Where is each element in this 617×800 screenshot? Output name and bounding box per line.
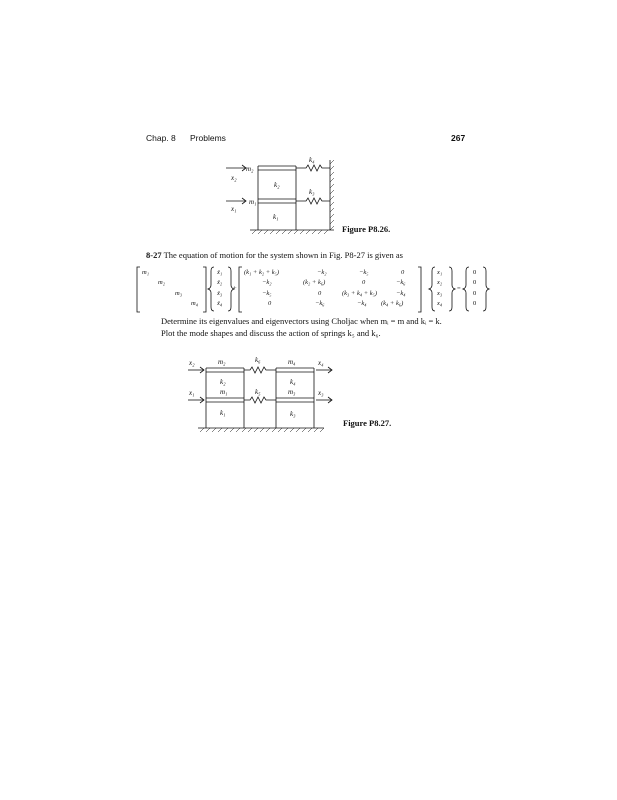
problem-statement: The equation of motion for the system shown in Fig. P8-27 is given as <box>163 250 403 260</box>
zero-4: 0 <box>473 300 477 307</box>
disp-x3: x₃ <box>437 290 443 297</box>
fig27-k4-label: k₄ <box>290 378 296 386</box>
fig26-m1-label: m₁ <box>249 198 257 206</box>
k-r3c4: −k₄ <box>396 290 406 297</box>
fig27-k5-label: k₅ <box>255 388 261 396</box>
k-r3c3: (k₃ + k₄ + k₅) <box>342 290 378 297</box>
figure-p8-26-caption: Figure P8.26. <box>342 224 391 234</box>
fig26-k1-label: k₁ <box>273 213 279 221</box>
k-r1c1: (k₁ + k₂ + k₅) <box>244 269 280 276</box>
k-r4c1: 0 <box>268 300 272 307</box>
figure-p8-27-caption: Figure P8.27. <box>343 418 392 428</box>
accel-x3: ẍ₃ <box>217 290 223 297</box>
accel-x4: ẍ₄ <box>217 300 223 307</box>
fig27-k3-label: k₃ <box>290 410 296 418</box>
fig27-k2-label: k₂ <box>220 378 226 386</box>
k-r2c4: −k₆ <box>396 279 406 286</box>
zero-3: 0 <box>473 290 477 297</box>
k-r2c2: (k₂ + k₆) <box>303 279 326 286</box>
disp-x2: x₂ <box>437 279 443 286</box>
fig27-k6-label: k₆ <box>255 356 261 364</box>
fig27-x1-label: x₁ <box>189 389 195 397</box>
k-r3c2: 0 <box>318 290 322 297</box>
mass-m2: m₂ <box>158 279 165 286</box>
question-line-2: Plot the mode shapes and discuss the action of springs k₅ and k₆. <box>161 328 381 338</box>
accel-x1: ẍ₁ <box>217 269 223 276</box>
question-line-1: Determine its eigenvalues and eigenvectors using Choljac when mᵢ = m and kᵢ = k. <box>161 316 442 326</box>
page-number: 267 <box>451 133 466 143</box>
fig26-x1-label: x₁ <box>231 205 237 213</box>
zero-2: 0 <box>473 279 477 286</box>
k-r4c3: −k₄ <box>357 300 367 307</box>
fig26-k2-label: k₂ <box>274 181 280 189</box>
section-label: Problems <box>190 133 226 143</box>
fig27-x4-label: x₄ <box>318 359 324 367</box>
fig27-x3-label: x₃ <box>318 389 324 397</box>
fig27-k1-label: k₁ <box>220 409 226 417</box>
k-r4c2: −k₆ <box>315 300 325 307</box>
k-r2c1: −k₂ <box>262 279 272 286</box>
fig27-m1-label: m₁ <box>220 388 228 396</box>
disp-x4: x₄ <box>437 300 443 307</box>
zero-1: 0 <box>473 269 477 276</box>
chapter-label: Chap. 8 <box>146 133 176 143</box>
fig27-m4-label: m₄ <box>288 358 296 366</box>
fig26-m2-label: m₂ <box>246 165 254 173</box>
k-r1c4: 0 <box>401 269 405 276</box>
disp-x1: x₁ <box>437 269 443 276</box>
accel-x2: ẍ₂ <box>217 279 223 286</box>
fig27-m3-label: m₃ <box>288 388 296 396</box>
mass-m3: m₃ <box>175 290 182 297</box>
plus-sign: + <box>233 285 237 292</box>
fig26-k4-label: k₄ <box>309 156 315 164</box>
fig26-k3-label: k₃ <box>309 188 315 196</box>
fig26-x2-label: x₂ <box>231 174 237 182</box>
fig27-x2-label: x₂ <box>189 359 195 367</box>
k-r1c2: −k₂ <box>317 269 327 276</box>
fig27-m2-label: m₂ <box>218 358 226 366</box>
k-r1c3: −k₅ <box>359 269 369 276</box>
k-r2c3: 0 <box>362 279 366 286</box>
mass-m4: m₄ <box>191 300 198 307</box>
mass-m1: m₁ <box>142 269 149 276</box>
problem-number: 8-27 <box>146 250 162 260</box>
k-r4c4: (k₄ + k₆) <box>381 300 404 307</box>
equals-sign: = <box>457 285 461 292</box>
k-r3c1: −k₅ <box>262 290 272 297</box>
